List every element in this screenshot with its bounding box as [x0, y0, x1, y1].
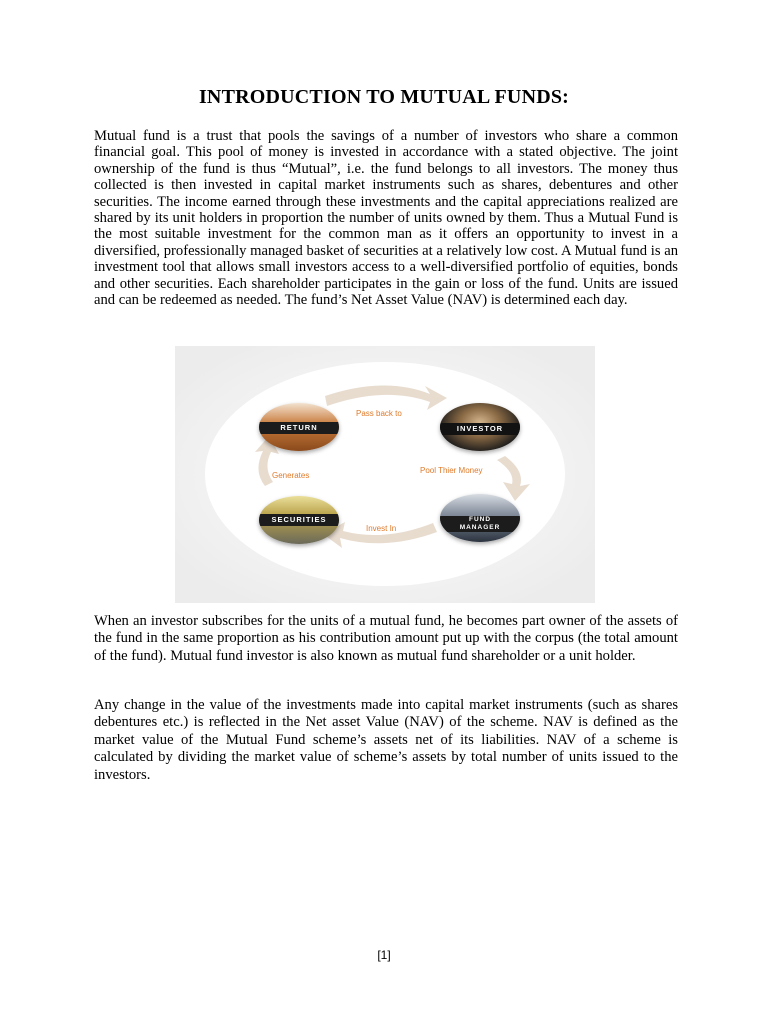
investor-label: INVESTOR: [440, 423, 520, 435]
fund-manager-node: [440, 494, 520, 542]
investor-node: [440, 403, 520, 451]
securities-node: [259, 496, 339, 544]
mutual-fund-cycle-diagram: [175, 346, 595, 603]
intro-paragraph: Mutual fund is a trust that pools the savings of a number of investors who share a common financial goal. This pool of money is invested in accordance with a stated objective. The joint ownership of the fund is thus “Mutual”, i.e. the fund belongs to all investors. The money thus collected is then invested in capital market instruments such as shares, debentures and other securities. The income earned through these investments and the capital appreciations realized are shared by its unit holders in proportion the number of units owned by them. Thus a Mutual Fund is the most suitable investment for the common man as it offers an opportunity to invest in a diversified, professionally managed basket of securities at a relatively low cost. A Mutual fund is an investment tool that allows small investors access to a well-diversified portfolio of equities, bonds and other securities. Each shareholder participates in the gain or loss of the fund. Units are issued and can be redeemed as needed. The fund’s Net Asset Value (NAV) is determined each day.: [94, 128, 678, 309]
ownership-paragraph: When an investor subscribes for the units of a mutual fund, he becomes part owner of the assets of the fund in the same proportion as his contribution amount put up with the corpus (the total amount of the fund). Mutual fund investor is also known as mutual fund shareholder or a unit holder.: [94, 613, 678, 664]
cycle-diagram-graphics: [175, 346, 595, 603]
page-title: INTRODUCTION TO MUTUAL FUNDS:: [198, 86, 570, 108]
fund-manager-label-line2: MANAGER: [459, 524, 501, 531]
page-number: [1]: [377, 948, 391, 962]
fund-manager-label-line1: FUND: [468, 516, 492, 523]
fund-manager-label: [440, 516, 520, 532]
return-label: RETURN: [259, 422, 339, 434]
pass-back-label: Pass back to: [356, 409, 402, 418]
return-node: [259, 403, 339, 451]
generates-label: Generates: [272, 471, 310, 480]
securities-label: SECURITIES: [259, 514, 339, 526]
nav-paragraph: Any change in the value of the investments made into capital market instruments (such as shares debentures etc.) is reflected in the Net asset Value (NAV) of the scheme. NAV is defined as the market value of the Mutual Fund scheme’s assets net of its liabilities. NAV of a scheme is calculated by dividing the market value of scheme’s assets by total number of units issued to the investors.: [94, 697, 678, 783]
invest-in-label: Invest In: [366, 524, 397, 533]
pool-money-label: Pool Thier Money: [420, 466, 483, 475]
